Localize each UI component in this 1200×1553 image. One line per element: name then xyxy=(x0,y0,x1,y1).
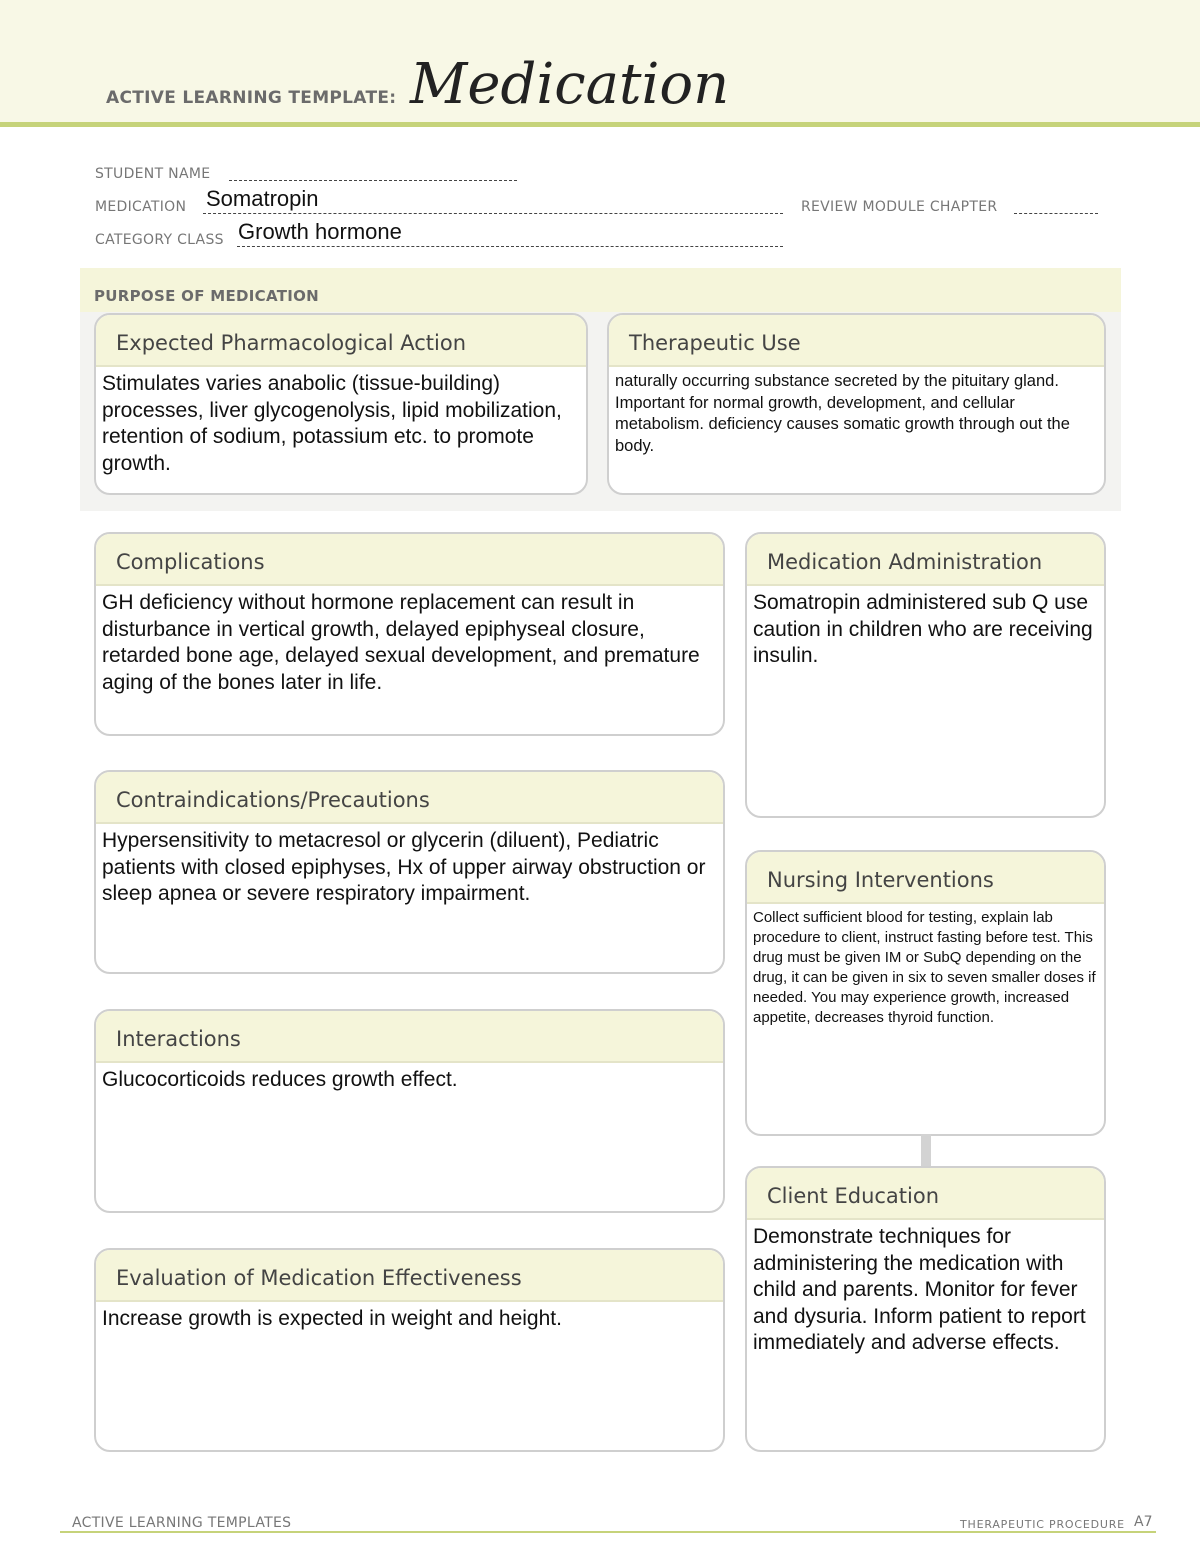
nursing-interventions-title: Nursing Interventions xyxy=(747,852,1104,904)
complications-box xyxy=(94,532,725,736)
interactions-title: Interactions xyxy=(96,1011,723,1063)
contraindications-box xyxy=(94,770,725,974)
evaluation-box xyxy=(94,1248,725,1452)
contraindications-title: Contraindications/Precautions xyxy=(96,772,723,824)
medication-value: Somatropin xyxy=(206,186,319,211)
expected-action-box xyxy=(94,313,588,495)
client-education-box xyxy=(745,1166,1106,1452)
page-number: A7 xyxy=(1134,1514,1153,1530)
therapeutic-use-box xyxy=(607,313,1106,495)
purpose-label: PURPOSE OF MEDICATION xyxy=(94,287,320,305)
nursing-interventions-text[interactable]: Collect sufficient blood for testing, explain lab procedure to client, instruct fasting before test. This drug must be given IM or SubQ depending on the drug, it can be given in six to seven smaller doses if needed. You may experience growth, increased appetite, decreases thyroid function. xyxy=(753,909,1096,1026)
medication-label: MEDICATION xyxy=(95,199,187,215)
medication-administration-box xyxy=(745,532,1106,818)
footer-section: THERAPEUTIC PROCEDURE xyxy=(960,1518,1125,1531)
review-module-label: REVIEW MODULE CHAPTER xyxy=(801,199,998,215)
medication-field[interactable] xyxy=(203,213,783,214)
category-class-field[interactable] xyxy=(237,246,783,247)
client-education-title: Client Education xyxy=(747,1168,1104,1220)
page-title: Medication xyxy=(410,52,730,117)
therapeutic-use-text[interactable]: naturally occurring substance secreted by the pituitary gland. Important for normal growth, development, and cellular metabolism. deficiency causes somatic growth through out the body. xyxy=(615,372,1070,455)
complications-text[interactable]: GH deficiency without hormone replacement can result in disturbance in vertical growth, delayed epiphyseal closure, retarded bone age, delayed sexual development, and premature aging of the bones later in life. xyxy=(102,591,700,694)
evaluation-title: Evaluation of Medication Effectiveness xyxy=(96,1250,723,1302)
student-name-label: STUDENT NAME xyxy=(95,166,211,182)
box-connector xyxy=(921,1134,931,1166)
template-label: ACTIVE LEARNING TEMPLATE: xyxy=(106,88,397,108)
footer-divider xyxy=(60,1531,1156,1533)
interactions-text[interactable]: Glucocorticoids reduces growth effect. xyxy=(102,1068,458,1091)
medication-administration-title: Medication Administration xyxy=(747,534,1104,586)
evaluation-text[interactable]: Increase growth is expected in weight and height. xyxy=(102,1307,562,1330)
footer-label: ACTIVE LEARNING TEMPLATES xyxy=(72,1515,292,1531)
header-divider xyxy=(0,122,1200,127)
expected-action-text[interactable]: Stimulates varies anabolic (tissue-building) processes, liver glycogenolysis, lipid mobilization, retention of sodium, potassium etc. to promote growth. xyxy=(102,372,562,475)
nursing-interventions-box xyxy=(745,850,1106,1136)
category-class-label: CATEGORY CLASS xyxy=(95,232,224,248)
therapeutic-use-title: Therapeutic Use xyxy=(609,315,1104,367)
category-class-value: Growth hormone xyxy=(238,219,402,244)
student-name-field[interactable] xyxy=(229,180,517,181)
interactions-box xyxy=(94,1009,725,1213)
medication-administration-text[interactable]: Somatropin administered sub Q use caution in children who are receiving insulin. xyxy=(753,591,1093,667)
complications-title: Complications xyxy=(96,534,723,586)
contraindications-text[interactable]: Hypersensitivity to metacresol or glycerin (diluent), Pediatric patients with closed epiphyses, Hx of upper airway obstruction or sleep apnea or severe respiratory impairment. xyxy=(102,829,706,905)
review-module-field[interactable] xyxy=(1014,213,1098,214)
client-education-text[interactable]: Demonstrate techniques for administering the medication with child and parents. Monitor for fever and dysuria. Inform patient to report immediately and adverse effects. xyxy=(753,1225,1086,1354)
expected-action-title: Expected Pharmacological Action xyxy=(96,315,586,367)
